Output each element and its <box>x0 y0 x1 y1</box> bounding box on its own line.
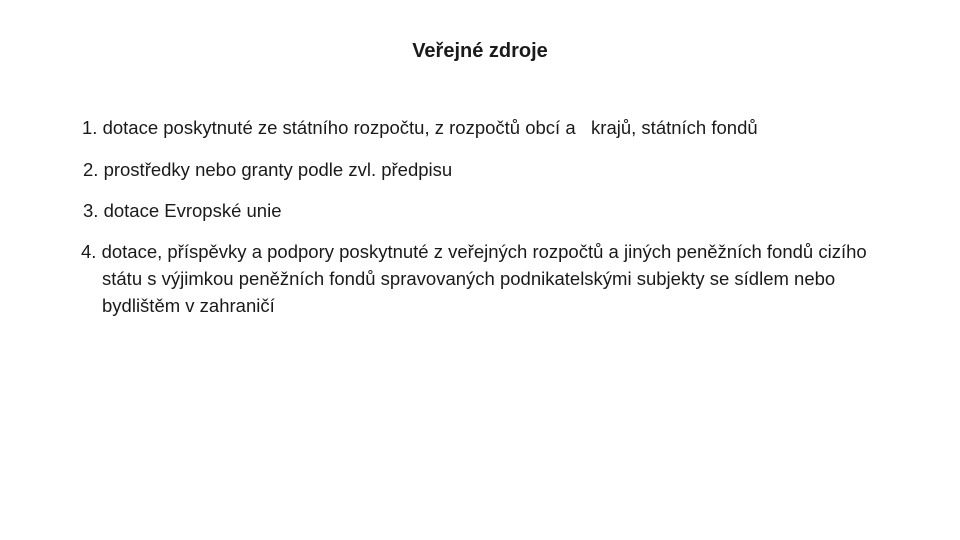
list-item: 2. prostředky nebo granty podle zvl. předpisu <box>83 159 453 180</box>
list-item: 4. dotace, příspěvky a podpory poskytnuté z veřejných rozpočtů a jiných peněžních fondů cizího státu s výjimkou peněžních fondů spravovaných podnikatelskými subjekty se sídlem nebo bydlištěm v zahraničí <box>81 241 867 316</box>
slide-title: Veřejné zdroje <box>412 40 548 62</box>
list-item: 3. dotace Evropské unie <box>83 200 282 221</box>
source-list <box>82 114 902 319</box>
list-item: 1. dotace poskytnuté ze státního rozpočtu, z rozpočtů obcí a krajů, státních fondů <box>82 117 758 138</box>
